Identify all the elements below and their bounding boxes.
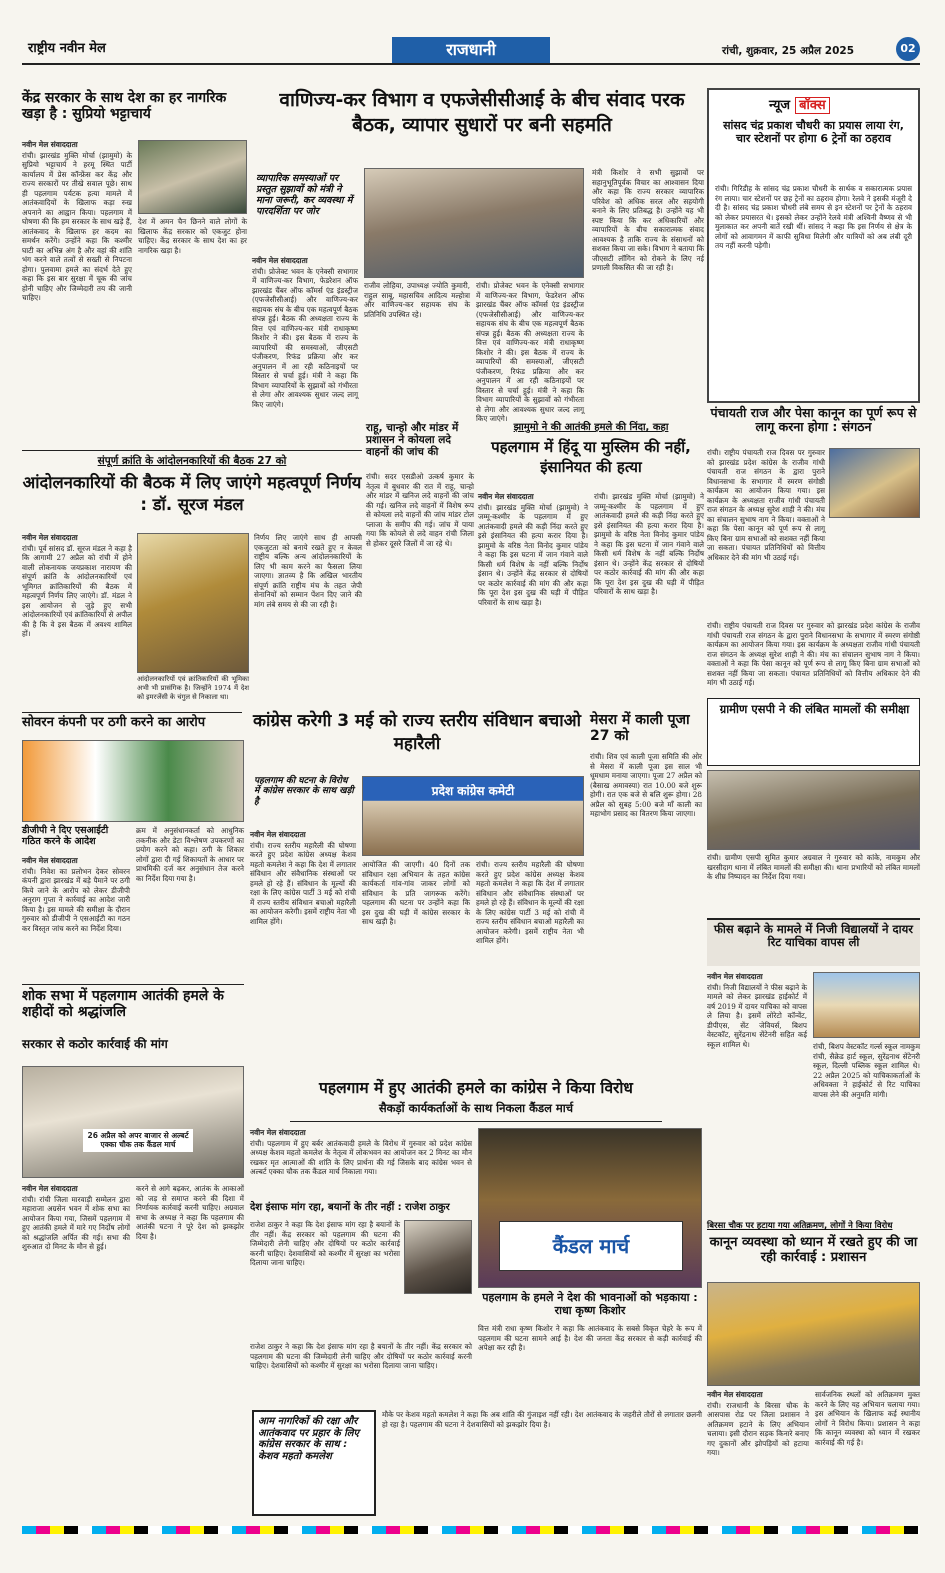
story-shok-sabha [22,988,244,1520]
body: रांची। प्रोजेक्ट भवन के एनेक्सी सभागार में वाणिज्य-कर विभाग, फेडरेशन ऑफ झारखंड चैंबर ऑफ कॉमर्स एंड इंडस्ट्रीज (एफजेसीसीआई) और वाणिज्य-कर सहायक संघ के बीच एक महत्वपूर्ण बैठक संपन्न हुई। बैठक की अध्यक्षता राज्य के वित्त एवं वाणिज्य-कर मंत्री राधाकृष्ण किशोर ने की। इस बैठक में राज्य के व्यापारियों की समस्याओं, जीएसटी पंजीकरण, रिफंड प्रक्रिया और कर अनुपालन में आ रही कठिनाइयों पर विस्तार से चर्चा हुई। मंत्री ने कहा कि विभाग व्यापारियों के सुझावों को गंभीरता से लेगा और आवश्यक सुधार जल्द लागू किए जाएंगे। [252,266,358,409]
section-title: राजधानी [446,40,496,59]
divider [22,984,244,985]
article-body [252,256,358,418]
gramin-sp-box [707,698,920,766]
headline: फीस बढ़ाने के मामले में निजी विद्यालयों ने दायर रिट याचिका वापस ली [713,922,914,950]
headline: मेसरा में काली पूजा 27 को [590,712,690,745]
byline: नवीन मेल संवाददाता [707,972,763,981]
story-coal [366,422,474,654]
article-body [22,140,132,446]
article-body [707,972,807,1212]
candle-march-poster [499,1221,683,1271]
photo-gst-meeting [364,168,584,278]
story-school-fees [707,918,920,1218]
news-box [707,88,920,403]
article-body [250,830,356,978]
masthead [22,35,920,65]
subhead: सैकड़ों कार्यकर्ताओं के साथ निकला कैंडल मार्च [378,1101,574,1115]
byline: नवीन मेल संवाददाता [250,1128,306,1137]
kishor-headline: पहलगाम के हमले ने देश की भावनाओं को भड़काया : राधा कृष्ण किशोर [482,1291,698,1317]
body: रांची। झारखंड मुक्ति मोर्चा (झामुमो) ने जम्मू-कश्मीर के पहलगाम में हुए आतंकवादी हमले की कड़ी निंदा करते हुए इसे इंसानियत की हत्या करार दिया है। झामुमो के वरिष्ठ नेता विनोद कुमार पांडेय ने कहा कि इस घटना में जान गंवाने वाले किसी धर्म विशेष के नहीं बल्कि निर्दोष इंसान थे। उन्होंने केंद्र सरकार से दोषियों पर कठोर कार्रवाई की मांग की और कहा कि पूरा देश इस दुख की घड़ी में पीड़ित परिवारों के साथ खड़ा है। [478,502,588,607]
headline: पंचायती राज और पेसा कानून का पूर्ण रूप से लागू करना होगा : संगठन [710,405,917,435]
article-body [707,1390,809,1520]
gramin-body: रांची। ग्रामीण एसपी सुमित कुमार अग्रवाल ने गुरुवार को कांके, नामकुम और खरसीदाग थाना में लंबित मामलों की समीक्षा की। थाना प्रभारियों को लंबित मामलों के शीघ्र निष्पादन का निर्देश दिया गया। [707,853,920,881]
photo-congress-press [362,776,584,856]
body: रांची। रांची जिला मारवाड़ी सम्मेलन द्वारा महाराजा अग्रसेन भवन में शोक सभा का आयोजन किया गया, जिसमें पहलगाम में हुए आतंकी हमले में मारे गए निर्दोष लोगों को श्रद्धांजलि अर्पित की गई। सभा की शुरुआत दो मिनट के मौन से हुई। [22,1194,130,1252]
article-body [22,533,132,705]
page-number-badge [896,37,920,61]
body-2: रांची, बिशप वेस्टकॉट गर्ल्स स्कूल नामकुम रांची, सैक्रेड हार्ट स्कूल, सुरेंद्रनाथ सेंटेनरी स्कूल, दिल्ली पब्लिक स्कूल शामिल थे। 22 अप्रैल 2025 को याचिकाकर्ताओं के अधिवक्ता ने हाईकोर्ट से रिट याचिका वापस लेने की अनुमति मांगी। [813,1042,920,1099]
paper-name: राष्ट्रीय नवीन मेल [28,41,106,56]
kicker: संपूर्ण क्रांति के आंदोलनकारियों की बैठक 27 को [97,455,287,467]
body: रांची। राजधानी के बिरसा चौक के आसपास रोड पर जिला प्रशासन ने अतिक्रमण हटाने के लिए अभियान चलाया। इसी दौरान सड़क किनारे बनाए गए दुकानों और झोपड़ियों को हटाया गया। [707,1400,809,1458]
story-jmm-pahalgam [478,422,704,654]
article-body-2: रांची। प्रोजेक्ट भवन के एनेक्सी सभागार में वाणिज्य-कर विभाग, फेडरेशन ऑफ झारखंड चैंबर ऑफ कॉमर्स एंड इंडस्ट्रीज (एफजेसीसीआई) और वाणिज्य-कर सहायक संघ के बीच एक महत्वपूर्ण बैठक संपन्न हुई। बैठक की अध्यक्षता राज्य के वित्त एवं वाणिज्य-कर मंत्री राधाकृष्ण किशोर ने की। इस बैठक में राज्य के व्यापारियों की समस्याओं, जीएसटी पंजीकरण, रिफंड प्रक्रिया और कर अनुपालन में आ रही कठिनाइयों पर विस्तार से चर्चा हुई। मंत्री ने कहा कि विभाग व्यापारियों के सुझावों को गंभीरता से लेगा और आवश्यक सुधार जल्द लागू किए जाएंगे। [476,281,584,423]
headline: आंदोलनकारियों की बैठक में लिए जाएंगे महत्वपूर्ण निर्णय : डॉ. सूरज मंडल [22,473,362,515]
story-kali-puja [590,712,702,978]
headline: कानून व्यवस्था को ध्यान में रखते हुए की जा रही कार्रवाई : प्रशासन [709,1235,918,1265]
page-number: 02 [900,42,916,55]
photo-caption: देश में अमन चैन छिनने वाले लोगों के खिलाफ केंद्र सरकार को एकजुट होना चाहिए। केंद्र सरकार के साथ देश का हर नागरिक खड़ा है। [138,217,247,255]
photo-rajesh-thakur [404,1220,472,1294]
poster-text: कैंडल मार्च [552,1234,630,1258]
keshav-body: मौके पर केशव महतो कमलेश ने कहा कि अब शांति की गुंजाइश नहीं रही। देश आतंकवाद के जहरीले तौरों से लगातार छलनी हो रहा है। पहलगाम की घटना ने देशवासियों को झकझोर दिया है। [382,1410,702,1429]
story-sovaran [22,716,244,944]
body-continued: रांची। राष्ट्रीय पंचायती राज दिवस पर गुरुवार को झारखंड प्रदेश कांग्रेस के राजीव गांधी पंचायती राज संगठन के द्वारा पुराने विधानसभा के सभागार में स्मरण संगोष्ठी कार्यक्रम का आयोजन किया गया। इस कार्यक्रम के अध्यक्षता राजीव गांधी पंचायती राज संगठन के अध्यक्ष सुरेश शाही ने की। मंच का संचालन सुभाष नाग ने किया। वक्ताओं ने कहा कि पेसा कानून को पूर्ण रूप से लागू किए बिना ग्राम सभाओं को सशक्त नहीं किया जा सकता। पंचायत प्रतिनिधियों को वित्तीय अधिकार देने की मांग भी उठाई गई। [707,621,920,687]
photo-shok-sabha [22,1066,244,1178]
article-body-2: करने से आगे बढ़कर, आतंक के आकाओं को जड़ से समाप्त करने की दिशा में निर्णायक कार्रवाई करनी चाहिए। अग्रवाल सभा के अध्यक्ष ने कहा कि पहलगाम की आतंकी घटना ने पूरे देश को झकझोर दिया है। [136,1184,244,1241]
photo-suraj-mandal [137,533,249,673]
dateline: रांची, शुक्रवार, 25 अप्रैल 2025 [722,45,855,57]
byline: नवीन मेल संवाददाता [250,830,306,839]
rajesh-headline: देश इंसाफ मांग रहा, बयानों के तीर नहीं : राजेश ठाकुर [250,1202,450,1213]
byline: नवीन मेल संवाददाता [22,1184,78,1193]
body: रांची। पूर्व सांसद डॉ. सूरज मंडल ने कहा है कि आगामी 27 अप्रैल को रांची में होने वाली लोकनायक जयप्रकाश नारायण की संपूर्ण क्रांति के आंदोलनकारियों एवं भूमिगत क्रांतिकारियों की बैठक में महत्वपूर्ण निर्णय लिए जाएंगे। डॉ. मंडल ने इस आयोजन से जुड़े हुए सभी आंदोलनकारियों एवं क्रांतिकारियों से अपील की है कि वे इस बैठक में अवश्य शामिल हों। [22,543,132,639]
photo-banner-text: प्रदेश कांग्रेस कमेटी [431,784,515,798]
registration-bar [22,1524,920,1536]
article-body [22,1184,130,1520]
article-body [250,1128,472,1198]
headline: पहलगाम में हुए आतंकी हमले का कांग्रेस ने किया विरोध [319,1079,633,1097]
story-candle-march [250,1080,702,1520]
body: रांची। राष्ट्रीय पंचायती राज दिवस पर गुरुवार को झारखंड प्रदेश कांग्रेस के राजीव गांधी पंचायती राज संगठन के द्वारा पुराने विधानसभा के सभागार में स्मरण संगोष्ठी कार्यक्रम का आयोजन किया गया। इस कार्यक्रम के अध्यक्षता राजीव गांधी पंचायती राज संगठन के अध्यक्ष सुरेश शाही ने की। मंच का संचालन सुभाष नाग ने किया। वक्ताओं ने कहा कि पेसा कानून को पूर्ण रूप से लागू किए बिना ग्राम सभाओं को सशक्त नहीं किया जा सकता। पंचायत प्रतिनिधियों को वित्तीय अधिकार देने की मांग भी उठाई गई। [707,448,825,562]
story-gst [252,168,704,423]
headline-band [707,918,920,966]
byline: नवीन मेल संवाददाता [252,256,308,265]
body: रांची। गिरिडीह के सांसद चंद्र प्रकाश चौधरी के सार्थक व सकारात्मक प्रयास रंग लाया। चार स्टेशनों पर छह ट्रेनों का ठहराव होगा। रेलवे ने इसकी मंजूरी दे दी है। सांसद चंद्र प्रकाश चौधरी लंबे समय से इन स्टेशनों पर ट्रेनों के ठहराव को लेकर प्रयासरत थे। इसको लेकर उन्होंने रेलवे मंत्री अश्विनी वैष्णव से भी मुलाकात कर अपनी बातें रखी थीं। सांसद ने कहा कि इस निर्णय से क्षेत्र के लोगों को आवागमन में काफी सुविधा मिलेगी और यात्रियों को अब लंबी दूरी तय नहीं करनी पड़ेगी। [715,184,912,250]
story-supriyo [22,90,247,446]
body: रांची। निवेश का प्रलोभन देकर सोवरन कंपनी द्वारा झारखंड में बड़े पैमाने पर ठगी किये जाने के आरोप को लेकर डीजीपी अनुराग गुप्ता ने कार्रवाई का आदेश जारी किया है। इस मामले की समीक्षा के दौरान गुरुवार को डीजीपी ने एसआईटी का गठन कर विस्तृत जांच करने का निर्देश दिया। [22,866,130,933]
article-body-3: रांची। राज्य स्तरीय महारैली की घोषणा करते हुए प्रदेश कांग्रेस अध्यक्ष केशव महतो कमलेश ने कहा कि देश में लगातार संविधान और संवैधानिक संस्थाओं पर हमले हो रहे हैं। संविधान के मूल्यों की रक्षा के लिए कांग्रेस पार्टी 3 मई को रांची में राज्य स्तरीय संविधान बचाओ महारैली का आयोजन करेगी। इसमें राष्ट्रीय नेता भी शामिल होंगे। [476,860,584,945]
rajesh-body: राजेश ठाकुर ने कहा कि देश इंसाफ मांग रहा है बयानों के तीर नहीं। केंद्र सरकार को पहलगाम की घटना की जिम्मेदारी लेनी चाहिए और दोषियों पर कठोर कार्रवाई करनी चाहिए। देशवासियों को कश्मीर में सुरक्षा का भरोसा दिलाया जाना चाहिए। [250,1220,400,1267]
byline: नवीन मेल संवाददाता [478,492,534,501]
news-label: न्यूज [769,98,791,113]
gramin-headline: ग्रामीण एसपी ने की लंबित मामलों की समीक्षा [719,702,910,716]
photo-high-court [813,972,920,1038]
story-congress-rally [250,710,584,978]
headline: कांग्रेस करेगी 3 मई को राज्य स्तरीय संविधान बचाओ महारैली [252,711,582,754]
color-strip [22,1526,920,1534]
body-2: सार्वजनिक स्थलों को अतिक्रमण मुक्त करने के लिए यह अभियान चलाया गया। इस अभियान के खिलाफ कई स्थानीय लोगों ने विरोध किया। प्रशासन ने कहा कि कानून व्यवस्था को ध्यान में रखकर कार्रवाई की गई है। [815,1390,920,1447]
kicker: बिरसा चौक पर हटाया गया अतिक्रमण, लोगों ने किया विरोध [707,1221,893,1231]
body: रांची। राज्य स्तरीय महारैली की घोषणा करते हुए प्रदेश कांग्रेस अध्यक्ष केशव महतो कमलेश ने कहा कि देश में लगातार संविधान और संवैधानिक संस्थाओं पर हमले हो रहे हैं। संविधान के मूल्यों की रक्षा के लिए कांग्रेस पार्टी 3 मई को रांची में राज्य स्तरीय संविधान बचाओ महारैली का आयोजन करेगी। इसमें राष्ट्रीय नेता भी शामिल होंगे। [250,840,356,926]
photo-gramin-sp [707,770,920,850]
headline: सांसद चंद्र प्रकाश चौधरी का प्रयास लाया रंग, चार स्टेशनों पर होगा 6 ट्रेनों का ठहराव [723,119,904,145]
kicker: झामुमो ने की आतंकी हमले की निंदा, कहा [513,422,669,433]
body: रांची। शिव एवं काली पूजा समिति की ओर से मेसरा में काली पूजा इस साल भी धूमधाम मनाया जाएगा। पूजा 27 अप्रैल को (बैसाख अमावस्या) रात 10.00 बजे शुरू होगी। रात एक बजे से बलि शुरू होगा। 28 अप्रैल को सुबह 5:00 बजे माँ काली का महाभोग प्रसाद का वितरण किया जाएगा। [590,752,702,818]
subhead: डीजीपी ने दिए एसआईटी गठित करने के आदेश [22,825,109,847]
section-bar [392,37,550,63]
photo-caption: राजीव लोहिया, उपाध्यक्ष ज्योति कुमारी, राहुल साबू, महासचिव आदित्य मल्होत्रा और वाणिज्य-कर सहायक संघ के प्रतिनिधि उपस्थित रहे। [364,281,470,319]
photo-supriyo [138,140,247,214]
article-body [22,856,130,944]
gst-headline: वाणिज्य-कर विभाग व एफजेसीसीआई के बीच संवाद परक बैठक, व्यापार सुधारों पर बनी सहमति [279,89,685,136]
article-body-2: रांची। झारखंड मुक्ति मोर्चा (झामुमो) ने जम्मू-कश्मीर के पहलगाम में हुए आतंकवादी हमले की कड़ी निंदा करते हुए इसे इंसानियत की हत्या करार दिया है। झामुमो के वरिष्ठ नेता विनोद कुमार पांडेय ने कहा कि इस घटना में जान गंवाने वाले किसी धर्म विशेष के नहीं बल्कि निर्दोष इंसान थे। उन्होंने केंद्र सरकार से दोषियों पर कठोर कार्रवाई की मांग की और कहा कि पूरा देश इस दुख की घड़ी में पीड़ित परिवारों के साथ खड़ा है। [594,492,704,596]
article-body-2: निर्णय लिए जाएंगे साथ ही आपसी एकजुटता को बनाये रखते हुए न केवल राष्ट्रीय बल्कि अन्य आंदोलनकारियों के लिए भी काम करने का फैसला लिया जाएगा। ज्ञातव्य है कि अखिल भारतीय संपूर्ण क्रांति राष्ट्रीय मंच के तहत जेपी सेनानियों को सम्मान पेंशन दिए जाने की मांग लंबे समय से की जा रही है। [254,533,362,609]
pullquote-text: व्यापारिक समस्याओं पर प्रस्तुत सुझावों को मंत्री ने माना जरूरी, कर व्यवस्था में पारदर्शिता पर जोर [256,173,353,217]
divider [22,450,362,451]
byline: नवीन मेल संवाददाता [22,140,78,149]
photo-encroachment [707,1282,920,1386]
body: रांची। पहलगाम में हुए बर्बर आतंकवादी हमले के विरोध में गुरुवार को प्रदेश कांग्रेस अध्यक्ष केशव महतो कमलेश के नेतृत्व में लोकभवन का आयोजन कर 2 मिनट का मौन रखकर मृत आत्माओं की शांति के लिए प्रार्थना की गई जिसके बाद कांग्रेस भवन से अल्बर्ट एक्का चौक तक कैंडल मार्च निकाला गया। [250,1138,472,1177]
article-body-3: मंत्री किशोर ने सभी सुझावों पर सहानुभूतिपूर्वक विचार का आश्वासन दिया और कहा कि राज्य सरकार व्यापारिक परिवेश को अधिक सरल और सहयोगी बनाने के लिए प्रतिबद्ध है। उन्होंने यह भी स्पष्ट किया कि कर अधिकारियों और व्यापारियों के बीच सकारात्मक संवाद आवश्यक है ताकि राज्य के संसाधनों को सशक्त किया जा सके। विभाग ने बताया कि जीएसटी लॉगिन को रोकने के लिए नई प्रणाली विकसित की जा रही है। [592,168,704,272]
story-andolankari [22,455,362,705]
keshav-box [252,1410,376,1516]
headline: सोवरन कंपनी पर ठगी करने का आरोप [22,715,206,730]
headline: शोक सभा में पहलगाम आतंकी हमले के शहीदों को श्रद्धांजलि [22,988,224,1021]
byline: नवीन मेल संवाददाता [707,1390,763,1399]
headline: पहलगाम में हिंदू या मुस्लिम की नहीं, इंसानियत की हत्या [491,438,691,476]
article-body-2: क्रम में अनुसंधानकर्ता को आधुनिक तकनीक और डेटा विश्लेषण उपकरणों का प्रयोग करने को कहा। ठगी के शिकार लोगों द्वारा दी गई शिकायतों के आधार पर प्राथमिकी दर्ज कर अनुसंधान तेज करने का निर्देश दिया गया है। [136,826,244,883]
rajesh-body-2: राजेश ठाकुर ने कहा कि देश इंसाफ मांग रहा है बयानों के तीर नहीं। केंद्र सरकार को पहलगाम की घटना की जिम्मेदारी लेनी चाहिए और दोषियों पर कठोर कार्रवाई करनी चाहिए। देशवासियों को कश्मीर में सुरक्षा का भरोसा दिलाया जाना चाहिए। [250,1342,472,1370]
news-box-label [769,94,879,112]
photo-caption: आंदोलनकारियों एवं क्रांतिकारियों की भूमिका अभी भी प्रासंगिक है। जिन्होंने 1974 में देश को इमरजेंसी के चंगुल से निकाला था। [137,675,249,701]
box-label: बॉक्स [795,97,830,114]
pullquote [256,174,358,218]
article-body [478,492,588,654]
divider [22,712,242,713]
pullquote: पहलगाम की घटना के विरोध में कांग्रेस सरकार के साथ खड़ी है [254,776,354,807]
keshav-box-text: आम नागरिकों की रक्षा और आतंकवाद पर प्रहार के लिए कांग्रेस सरकार के साथ : केशव महतो कमलेश [258,1416,360,1462]
headline: राहू, चान्हो और मांडर में प्रशासन ने कोयला लदे वाहनों की जांच की [366,422,459,459]
article-body-2: आयोजित की जाएगी। 40 दिनों तक संविधान रक्षा अभियान के तहत कांग्रेस कार्यकर्ता गांव-गांव जाकर लोगों को संविधान के प्रति जागरूक करेंगे। पहलगाम की घटना पर उन्होंने कहा कि इस दुख की घड़ी में कांग्रेस सरकार के साथ खड़ी है। [362,860,470,926]
body: रांची। झारखंड मुक्ति मोर्चा (झामुमो) के सुप्रियो भट्टाचार्य ने हरमू स्थित पार्टी कार्यालय में प्रेस कॉन्फ्रेंस कर केंद्र और राज्य सरकारों पर तीखे सवाल पूछे। साथ ही पहलगाम पर्यटक हत्या मामले में आतंकवादियों के खिलाफ कड़ा रुख अपनाने का आह्वान किया। पहलगाम में घोषणा की कि हम सरकार के साथ खड़े हैं, आतंकवाद के खिलाफ हर कदम का समर्थन करेंगे। उन्होंने कहा कि कश्मीर घाटी का अभिन्न अंग है और वहां की शांति भंग करने वाले तत्वों से सख्ती से निपटना होगा। पुलवामा हमले का संदर्भ देते हुए कहा कि इस बार सुरक्षा में चूक की जांच होनी चाहिए और जिम्मेदारी तय की जानी चाहिए। [22,150,132,303]
headline: केंद्र सरकार के साथ देश का हर नागरिक खड़ा है : सुप्रियो भट्टाचार्य [22,90,227,123]
subhead-band [290,1102,662,1122]
photo-panchayati [829,448,920,518]
body: रांची। सदर एसडीओ उत्कर्ष कुमार के नेतृत्व में बुधवार की रात में राहू, चान्हो और मांडर में खनिज लदे वाहनों की जांच की गई। खनिज लदे वाहनों में विशेष रूप से कोयला लदे वाहनों की जांच मांडर टोल प्लाजा के समीप की गई। जांच में पाया गया कि कोयले से लदे वाहन रांची जिला से होकर दूसरे जिलों में जा रहे थे। [366,472,474,548]
photo-dgp-meeting [22,740,244,822]
byline: नवीन मेल संवाददाता [22,533,78,542]
body: रांची। निजी विद्यालयों ने फीस बढ़ाने के मामले को लेकर झारखंड हाईकोर्ट में वर्ष 2019 में दायर याचिका को वापस ले लिया है। इसमें लोरेटो कॉन्वेंट, डीपीएस, सेंट जेवियर्स, बिशप वेस्टकॉट, सुरेंद्रनाथ सेंटेनरी सहित कई स्कूल शामिल थे। [707,982,807,1049]
byline: नवीन मेल संवाददाता [22,856,78,865]
kishor-body: वित्त मंत्री राधा कृष्ण किशोर ने कहा कि आतंकवाद के सबसे विकृत चेहरे के रूप में पहलगाम की घटना सामने आई है। देश की जनता केंद्र सरकार से कड़ी कार्रवाई की अपेक्षा कर रही है। [478,1324,702,1352]
photo-caption: 26 अप्रैल को अपर बाजार से अल्बर्ट एक्का चौक तक कैंडल मार्च [83,1129,193,1152]
story-panchayati [707,406,920,766]
story-encroachment [707,1222,920,1520]
subhead: सरकार से कठोर कार्रवाई की मांग [22,1037,168,1051]
photo-candle-march [478,1128,702,1288]
